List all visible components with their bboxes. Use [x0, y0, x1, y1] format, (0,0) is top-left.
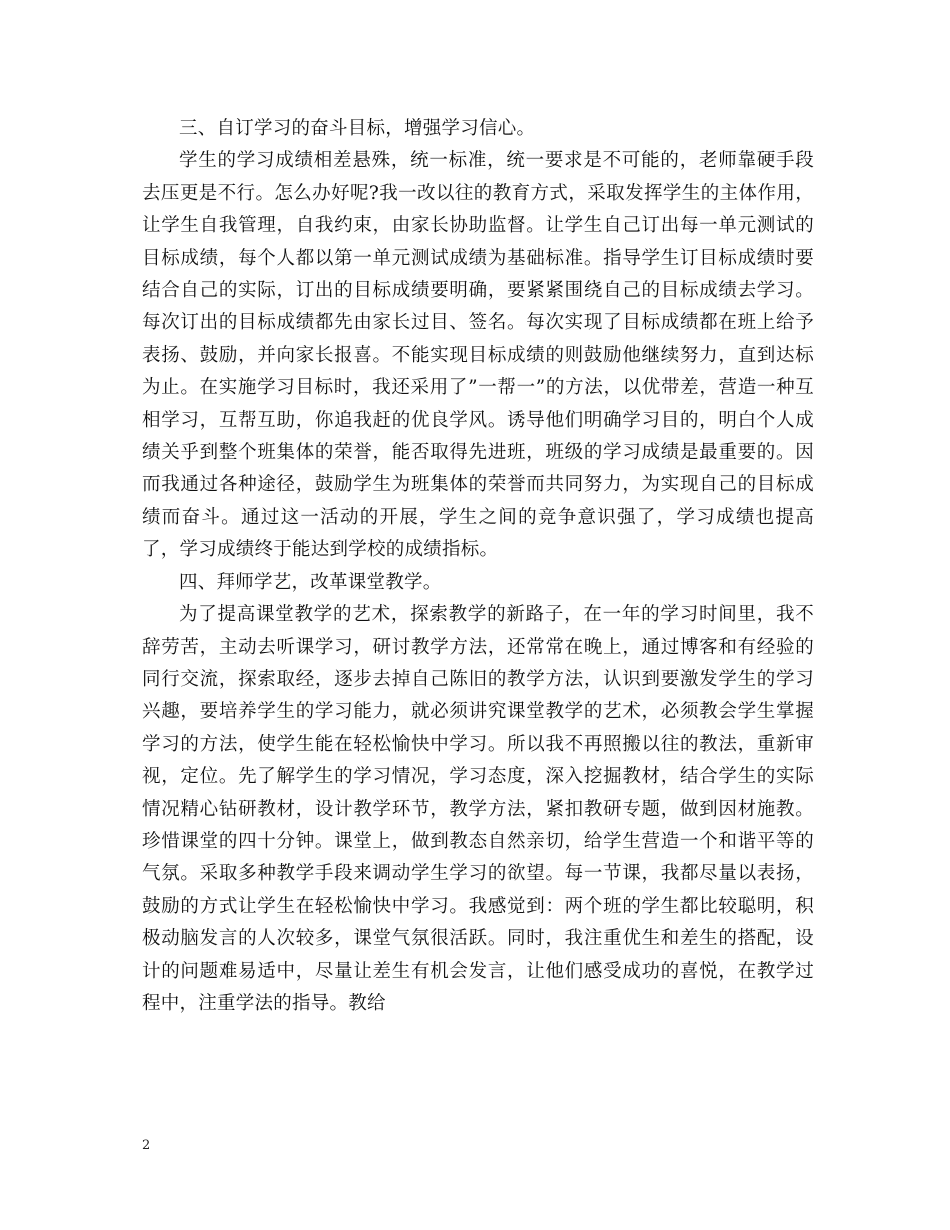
- page-number: 2: [142, 1138, 151, 1153]
- section-paragraph-3: 学生的学习成绩相差悬殊，统一标准，统一要求是不可能的，老师靠硬手段去压更是不行。怎么办好呢?我一改以往的教育方式，采取发挥学生的主体作用，让学生自我管理，自我约束，由家长协助监督。让学生自己订出每一单元测试的目标成绩，每个人都以第一单元测试成绩为基础标准。指导学生订目标成绩时要结合自己的实际，订出的目标成绩要明确，要紧紧围绕自己的目标成绩去学习。每次订出的目标成绩都先由家长过目、签名。每次实现了目标成绩都在班上给予表扬、鼓励，并向家长报喜。不能实现目标成绩的则鼓励他继续努力，直到达标为止。在实施学习目标时，我还采用了”一帮一”的方法，以优带差，营造一种互相学习，互帮互助，你追我赶的优良学风。诱导他们明确学习目的，明白个人成绩关乎到整个班集体的荣誉，能否取得先进班，班级的学习成绩是最重要的。因而我通过各种途径，鼓励学生为班集体的荣誉而共同努力，为实现自己的目标成绩而奋斗。通过这一活动的开展，学生之间的竞争意识强了，学习成绩也提高了，学习成绩终于能达到学校的成绩指标。: [142, 150, 814, 561]
- section-heading-3: 三、自订学习的奋斗目标，增强学习信心。: [179, 118, 536, 139]
- section-heading-4: 四、拜师学艺，改革课堂教学。: [179, 571, 442, 593]
- document-body: [142, 113, 814, 1020]
- section-paragraph-4: 为了提高课堂教学的艺术，探索教学的新路子，在一年的学习时间里，我不辞劳苦，主动去听课学习，研讨教学方法，还常常在晚上，通过博客和有经验的同行交流，探索取经，逐步去掉自己陈旧的教学方法，认识到要激发学生的学习兴趣，要培养学生的学习能力，就必须讲究课堂教学的艺术，必须教会学生掌握学习的方法，使学生能在轻松愉快中学习。所以我不再照搬以往的教法，重新审视，定位。先了解学生的学习情况，学习态度，深入挖掘教材，结合学生的实际情况精心钻研教材，设计教学环节，教学方法，紧扣教研专题，做到因材施教。珍惜课堂的四十分钟。课堂上，做到教态自然亲切，给学生营造一个和谐平等的气氛。采取多种教学手段来调动学生学习的欲望。每一节课，我都尽量以表扬，鼓励的方式让学生在轻松愉快中学习。我感觉到：两个班的学生都比较聪明，积极动脑发言的人次较多，课堂气氛很活跃。同时，我注重优生和差生的搭配，设计的问题难易适中，尽量让差生有机会发言，让他们感受成功的喜悦，在教学过程中，注重学法的指导。教给: [142, 604, 814, 1014]
